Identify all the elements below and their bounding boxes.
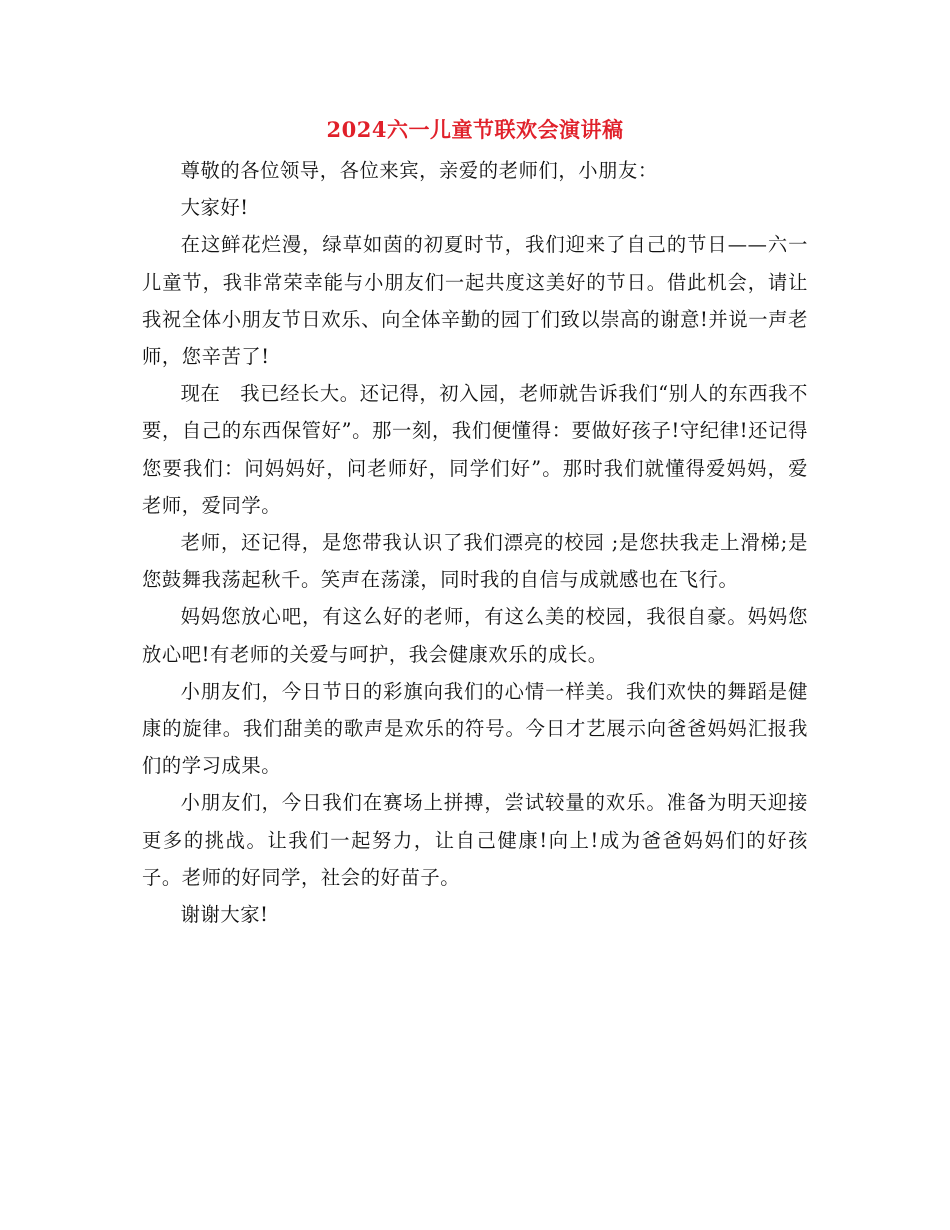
paragraph-thanks: 谢谢大家! bbox=[180, 903, 269, 927]
paragraph-festival: 小朋友们，今日节日的彩旗向我们的心情一样美。我们欢快的舞蹈是健康的旋律。我们甜美的歌声是欢乐的符号。今日才艺展示向爸爸妈妈汇报我们的学习成果。 bbox=[142, 679, 808, 778]
paragraph-mother: 妈妈您放心吧，有这么好的老师，有这么美的校园，我很自豪。妈妈您放心吧!有老师的关爱与呵护，我会健康欢乐的成长。 bbox=[142, 605, 808, 666]
paragraph-teacher: 老师，还记得，是您带我认识了我们漂亮的校园 ;是您扶我走上滑梯;是您鼓舞我荡起秋千。笑声在荡漾，同时我的自信与成就感也在飞行。 bbox=[142, 531, 808, 592]
paragraph-greeting: 尊敬的各位领导，各位来宾，亲爱的老师们，小朋友： bbox=[180, 159, 658, 182]
paragraph-hello: 大家好! bbox=[180, 196, 249, 220]
paragraph-growing-up: 现在 我已经长大。还记得，初入园，老师就告诉我们“别人的东西我不要，自己的东西保管好”。那一刻，我们便懂得：要做好孩子!守纪律!还记得您要我们：问妈妈好，问老师好，同学们好”。那时我们就懂得爱妈妈，爱老师，爱同学。 bbox=[142, 382, 808, 517]
paragraph-opening: 在这鲜花烂漫，绿草如茵的初夏时节，我们迎来了自己的节日——六一儿童节，我非常荣幸能与小朋友们一起共度这美好的节日。借此机会，请让我祝全体小朋友节日欢乐、向全体辛勤的园丁们致以崇高的谢意!并说一声老师，您辛苦了! bbox=[142, 233, 808, 369]
document-body bbox=[142, 152, 808, 933]
document-title: 2024六一儿童节联欢会演讲稿 bbox=[326, 117, 624, 142]
paragraph-competition: 小朋友们，今日我们在赛场上拼搏，尝试较量的欢乐。准备为明天迎接更多的挑战。让我们一起努力，让自己健康!向上!成为爸爸妈妈们的好孩子。老师的好同学，社会的好苗子。 bbox=[142, 791, 808, 889]
